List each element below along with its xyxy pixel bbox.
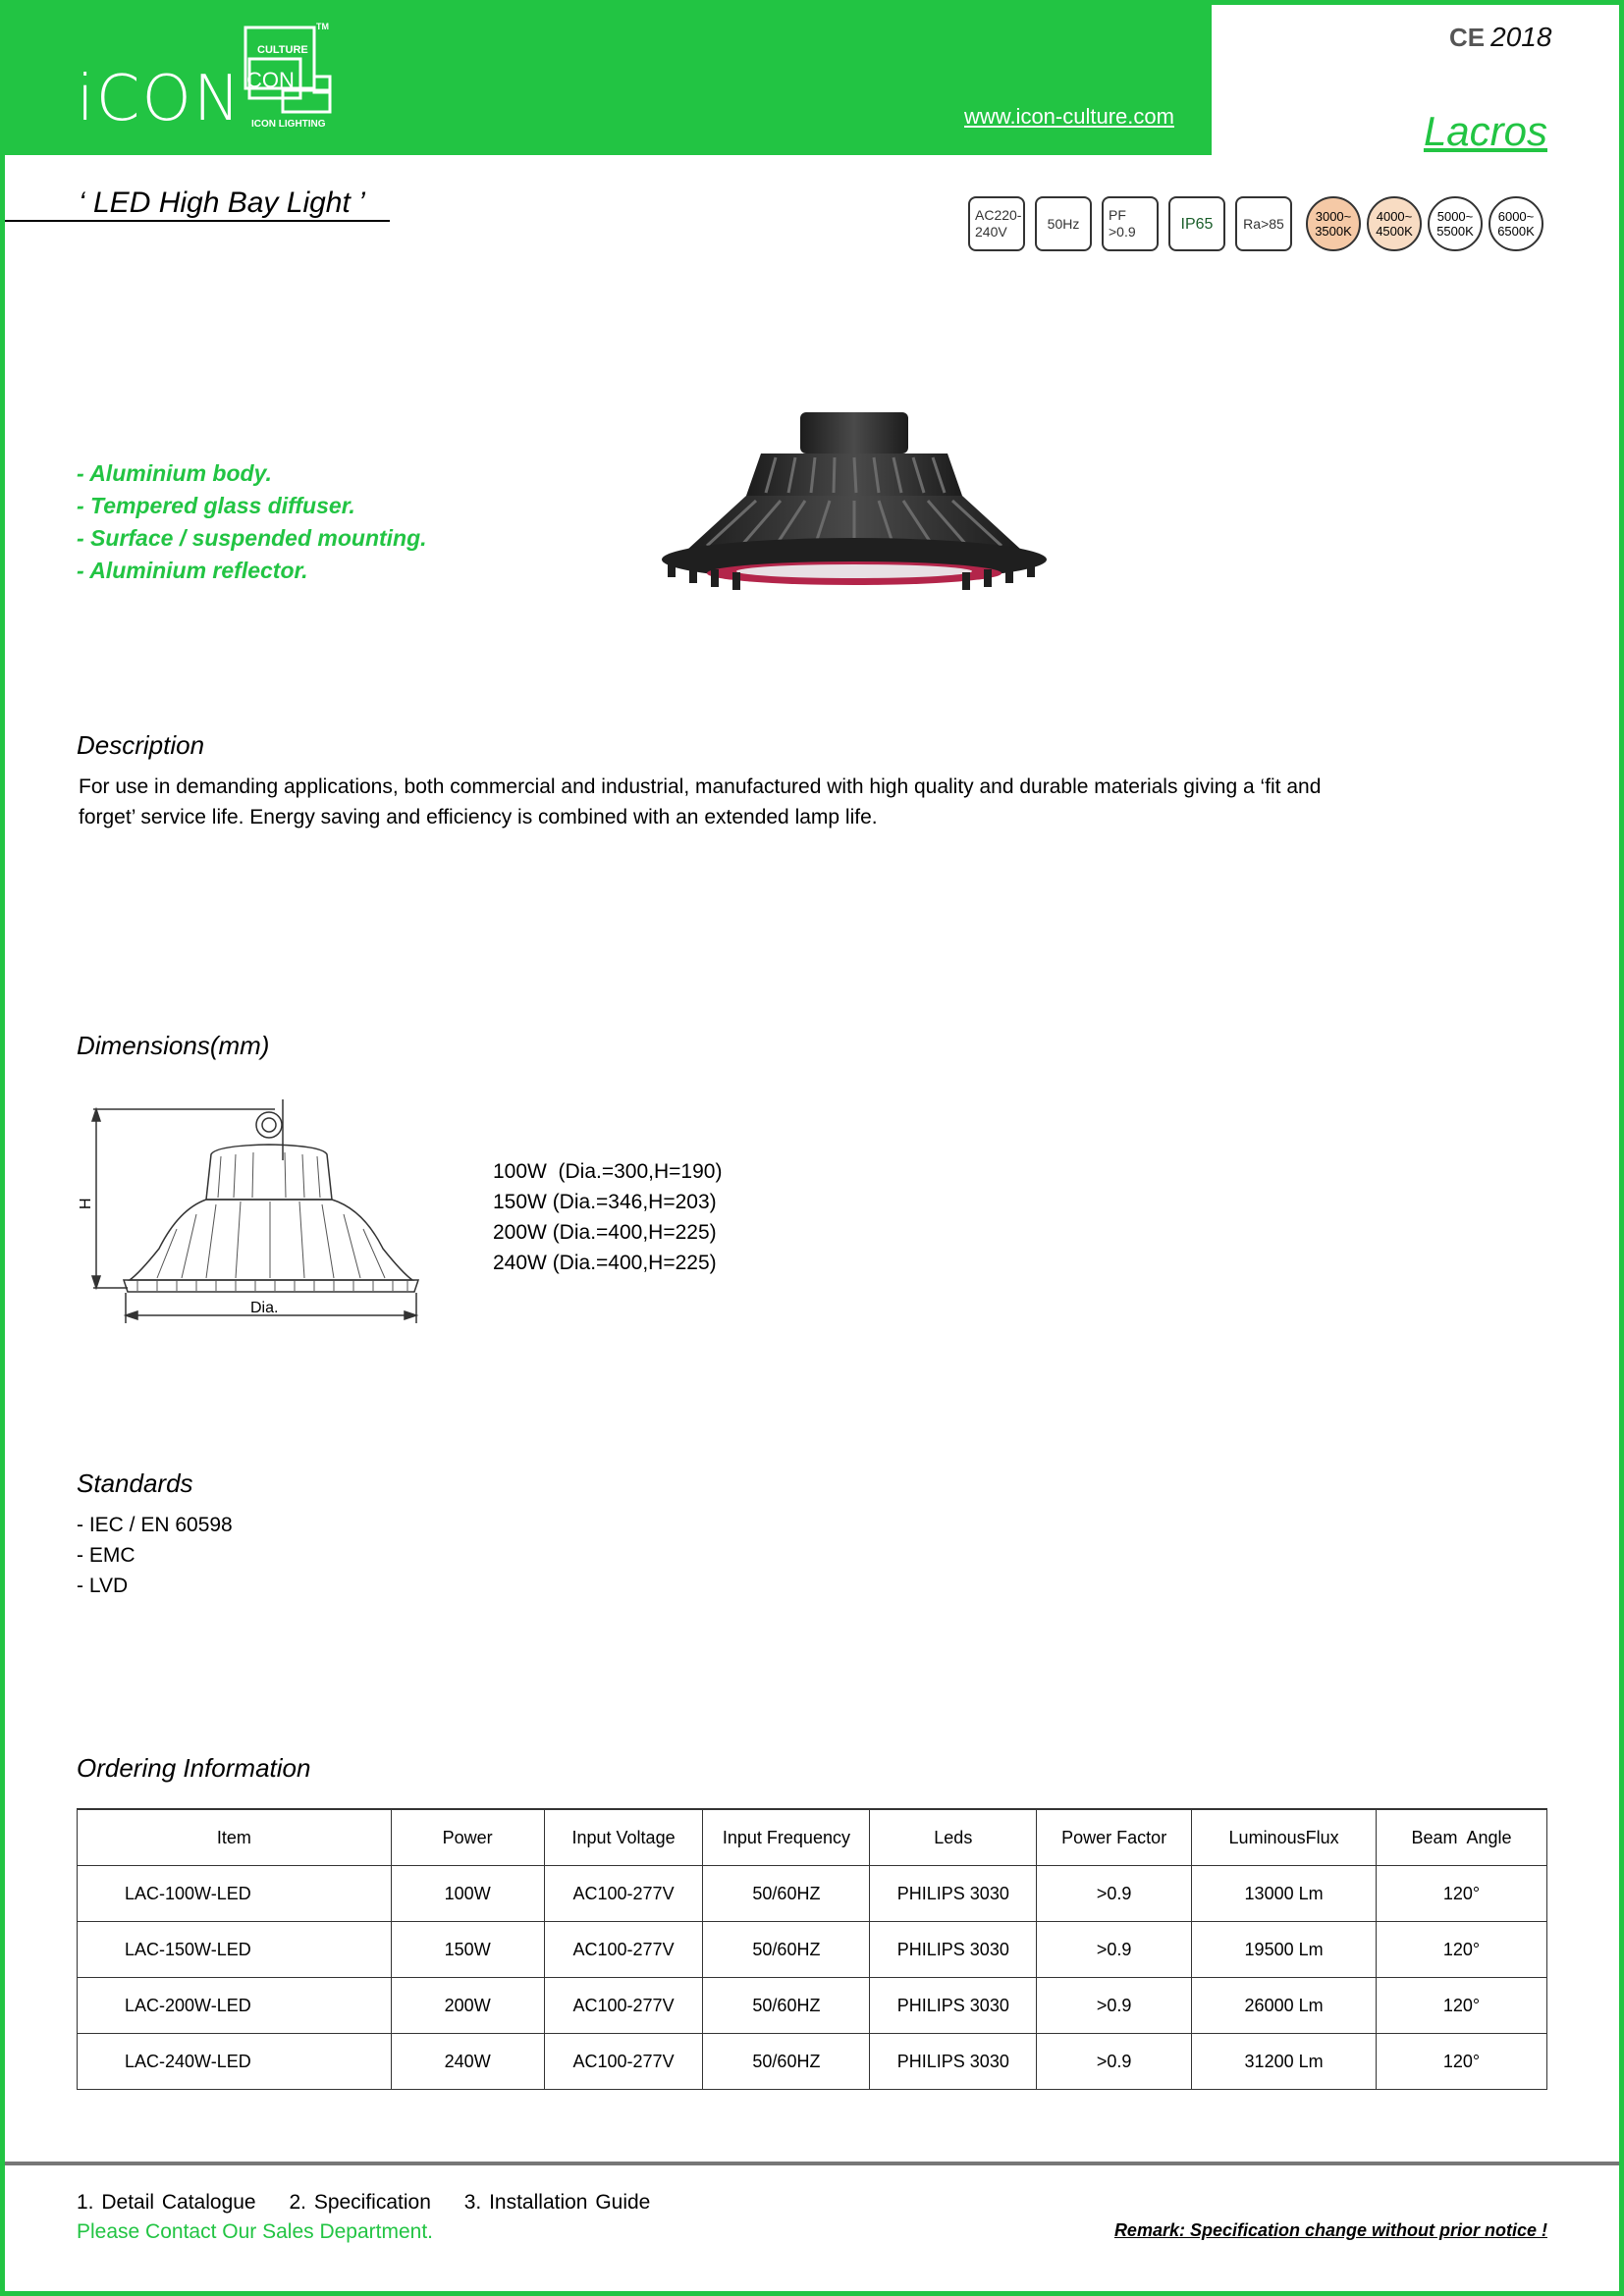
feature-item: - Tempered glass diffuser. [77,493,355,518]
remark-note: Remark: Specification change without prior notice ! [1113,2220,1547,2240]
year: 2018 [1490,22,1552,52]
column-header: Leds [870,1809,1037,1866]
cct-badge-neutral [1367,196,1422,251]
standard-item: - EMC [77,1544,135,1567]
badge-line: 50Hz [1047,215,1080,232]
standard-item: - LVD [77,1575,129,1597]
cell: 240W [391,2034,544,2090]
logo-text-culture: CULTURE [257,44,308,56]
cct-line: 5500K [1436,224,1474,239]
cell: LAC-200W-LED [78,1978,392,2034]
cell: LAC-240W-LED [78,2034,392,2090]
cell: 13000 Lm [1192,1866,1377,1922]
feature-item: - Surface / suspended mounting. [77,525,427,551]
cell: 120° [1377,1922,1547,1978]
column-header: Input Voltage [544,1809,703,1866]
badge-ip-rating [1168,196,1225,251]
cell: 50/60HZ [703,1866,870,1922]
standards-list [77,1510,233,1601]
cct-line: 4500K [1376,224,1413,239]
badge-line: >0.9 [1109,224,1136,240]
cell: PHILIPS 3030 [870,1866,1037,1922]
cell: 50/60HZ [703,1922,870,1978]
product-title: ‘ LED High Bay Light ’ [79,187,365,219]
logo-trademark: TM [316,22,329,31]
link-specification[interactable]: 2. Specification [289,2191,431,2214]
badge-frequency [1035,196,1092,251]
badge-line: IP65 [1180,215,1214,233]
cell: >0.9 [1037,2034,1192,2090]
cell: PHILIPS 3030 [870,1978,1037,2034]
dimension-row: 240W (Dia.=400,H=225) [493,1252,717,1274]
cell: 120° [1377,2034,1547,2090]
feature-list [77,457,427,587]
header-banner [0,0,1212,155]
cell: AC100-277V [544,1978,703,2034]
cell: AC100-277V [544,1922,703,1978]
cell: PHILIPS 3030 [870,2034,1037,2090]
column-header: Input Frequency [703,1809,870,1866]
product-image [638,402,1051,628]
footer-links [77,2191,676,2215]
badge-line: Ra>85 [1243,215,1284,232]
dimension-drawing [69,1092,432,1327]
column-header: LuminousFlux [1192,1809,1377,1866]
cct-badge-daylight [1489,196,1543,251]
brand-logo [244,22,342,120]
title-underline [5,220,390,222]
table-row [78,1866,1547,1922]
table-row [78,1978,1547,2034]
cell: 120° [1377,1866,1547,1922]
certification [1449,22,1551,53]
contact-note: Please Contact Our Sales Department. [77,2220,434,2243]
description-heading: Description [77,730,205,760]
cell: >0.9 [1037,1866,1192,1922]
ordering-heading: Ordering Information [77,1753,311,1783]
cct-line: 6500K [1497,224,1535,239]
cell: >0.9 [1037,1978,1192,2034]
diameter-label: Dia. [250,1300,279,1316]
badge-line: PF [1109,207,1126,223]
cct-line: 3500K [1315,224,1352,239]
cct-line: 4000~ [1376,209,1413,224]
dimension-row: 200W (Dia.=400,H=225) [493,1221,717,1244]
cell: 200W [391,1978,544,2034]
logo-text-con: CON [246,68,295,92]
feature-item: - Aluminium reflector. [77,558,308,583]
cell: PHILIPS 3030 [870,1922,1037,1978]
table-row [78,2034,1547,2090]
column-header: Item [78,1809,392,1866]
model-name: Lacros [1423,108,1547,154]
badge-line: AC220- [975,207,1022,223]
cell: 19500 Lm [1192,1922,1377,1978]
badge-power-factor [1102,196,1159,251]
standard-item: - IEC / EN 60598 [77,1514,233,1536]
cct-line: 5000~ [1436,209,1474,224]
cell: 31200 Lm [1192,2034,1377,2090]
cct-line: 6000~ [1497,209,1535,224]
cell: 120° [1377,1978,1547,2034]
dimension-list [493,1156,722,1278]
cell: 150W [391,1922,544,1978]
badge-line: 240V [975,224,1007,240]
height-label: H [78,1198,94,1209]
cell: 100W [391,1866,544,1922]
cell: 50/60HZ [703,1978,870,2034]
brand-name: iCON [77,63,243,135]
dimension-row: 100W (Dia.=300,H=190) [493,1160,723,1183]
cell: >0.9 [1037,1922,1192,1978]
cell: LAC-150W-LED [78,1922,392,1978]
badge-cri [1235,196,1292,251]
standards-heading: Standards [77,1468,193,1498]
table-row [78,1922,1547,1978]
ce-mark-icon: CE [1449,23,1486,52]
column-header: Power [391,1809,544,1866]
cct-badge-warm [1306,196,1361,251]
cell: AC100-277V [544,1866,703,1922]
link-detail-catalogue[interactable]: 1. Detail Catalogue [77,2191,256,2214]
column-header: Beam Angle [1377,1809,1547,1866]
column-header: Power Factor [1037,1809,1192,1866]
cct-line: 3000~ [1315,209,1352,224]
badge-voltage [968,196,1025,251]
cell: 50/60HZ [703,2034,870,2090]
footer-divider [5,2162,1619,2165]
cell: 26000 Lm [1192,1978,1377,2034]
cct-badge-cool [1428,196,1483,251]
cell: AC100-277V [544,2034,703,2090]
feature-item: - Aluminium body. [77,460,272,486]
link-installation-guide[interactable]: 3. Installation Guide [463,2191,651,2214]
logo-caption: ICON LIGHTING [251,119,326,130]
website-link[interactable]: www.icon-culture.com [964,104,1174,129]
description-text: For use in demanding applications, both commercial and industrial, manufactured with high quality and durable materials giving a ‘fit and forget’ service life. Energy saving and efficiency is combined with an extended lamp life. [79,775,1322,828]
cell: LAC-100W-LED [78,1866,392,1922]
table-header-row [78,1809,1547,1866]
dimensions-heading: Dimensions(mm) [77,1031,270,1060]
ordering-table [77,1808,1547,2090]
dimension-row: 150W (Dia.=346,H=203) [493,1191,717,1213]
